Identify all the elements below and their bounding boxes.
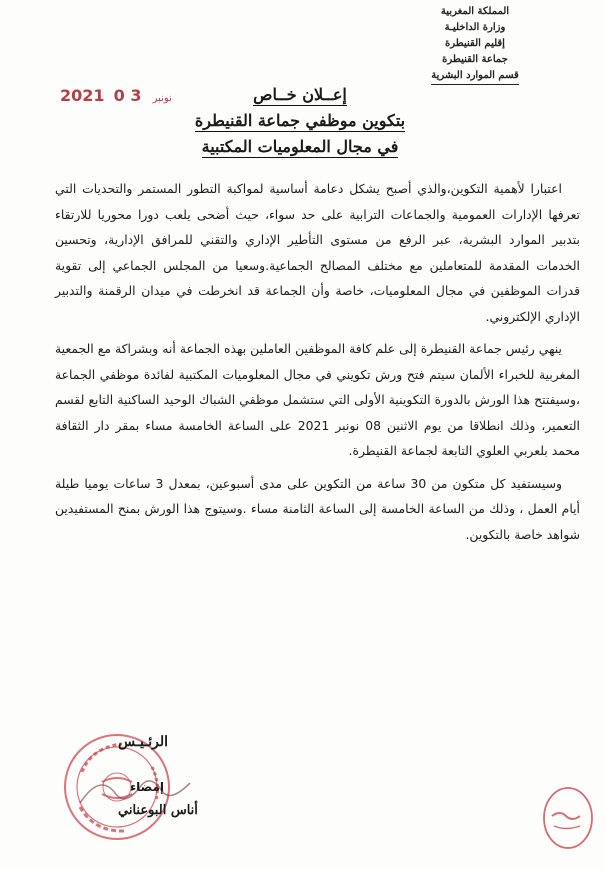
signatory-title: الرئـيـس bbox=[118, 734, 169, 750]
paragraph-intro: اعتبارا لأهمية التكوين،والذي أصبح يشكل دعامة أساسية لمواكبة التطور المستمر والتحديات التي تعرفها الإدارات العمومية والجماعات الترابية على حد سواء، حيث أضحى يلعب دورا محوريا للارتقاء بتدبير الموارد البشرية، عبر الرفع من مستوى التأطير الإداري والتقني للمرافق الإدارية، وتحسين الخدمات المقدمة للمتعاملين مع مختلف المصالح الجماعية.وسعيا من المجلس الجماعي إلى تقوية قدرات الموظفين في مجال المعلوميات، خاصة وأن الجماعة قد انخرطت في ميدان الرقمنة والتدبير الإداري الإلكتروني. bbox=[55, 181, 580, 324]
letterhead-province: إقليم القنيطرة bbox=[445, 38, 505, 49]
letterhead-commune: جماعة القنيطرة bbox=[442, 54, 508, 65]
title-line-3: في مجال المعلوميات المكتبية bbox=[201, 137, 399, 156]
letterhead-kingdom: المملكة المغربية bbox=[440, 6, 510, 17]
letterhead bbox=[395, 4, 555, 85]
signatory-name: أناس البوعناني bbox=[118, 803, 198, 818]
registration-stamp-icon bbox=[538, 780, 600, 860]
signature-label: إمضاء bbox=[130, 780, 165, 794]
title-line-2: بتكوين موظفي جماعة القنيطرة bbox=[194, 111, 406, 130]
paragraph-workshop: ينهي رئيس جماعة القنيطرة إلى علم كافة الموظفين العاملين بهذه الجماعة أنه وبشراكة مع الجمعية المغربية للخبراء الألمان سيتم فتح ورش تكويني في مجال المعلوميات المكتبية لفائدة موظفي الجماعة ،وسيفتتح هذا الورش بالدورة التكوينية الأولى التي ستشمل موظفي الشباك الوحيد الساكنية التابع لقسم التعمير، وذلك انطلاقا من يوم الاثنين 08 نونبر 2021 على الساعة الخامسة مساء بمقر دار الثقافة محمد بلعربي العلوي التابعة لجماعة القنيطرة. bbox=[55, 341, 580, 458]
paragraph-schedule: وسيستفيد كل متكون من 30 ساعة من التكوين على مدى أسبوعين، بمعدل 3 ساعات يوميا طيلة أيام العمل ، وذلك من الساعة الخامسة إلى الساعة الثامنة مساء .وسيتوج هذا الورش بمنح المستفيدين شواهد خاصة بالتكوين. bbox=[55, 475, 580, 542]
date-month: نونبر bbox=[152, 93, 172, 104]
date-year: 2021 bbox=[60, 86, 105, 105]
letterhead-ministry: وزارة الداخليـة bbox=[444, 22, 506, 33]
letterhead-department: قسم الموارد البشرية bbox=[431, 68, 519, 85]
title-line-1: إعــلان خــاص bbox=[253, 85, 347, 104]
announcement-body bbox=[55, 176, 580, 547]
date-day: 3 0 bbox=[113, 86, 142, 105]
announcement-title bbox=[150, 82, 450, 160]
